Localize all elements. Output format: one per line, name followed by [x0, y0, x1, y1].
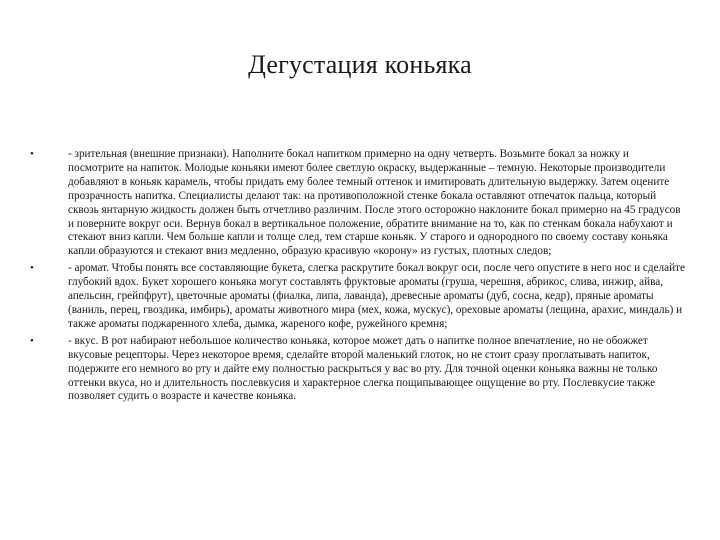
bullet-list	[30, 148, 685, 407]
bullet-text: - аромат. Чтобы понять все составляющие букета, слегка раскрутите бокал вокруг оси, после чего опустите в него нос и сделайте глубокий вдох. Букет хорошего коньяка могут составлять фруктовые ароматы (груша, черешня, абрикос, слива, инжир, айва, апельсин, грейпфрут), цветочные ароматы (фиалка, липа, лаванда), древесные ароматы (дуб, сосна, кедр), пряные ароматы (ваниль, перец, гвоздика, имбирь), ароматы животного мира (мех, кожа, мускус), ореховые ароматы (лещина, арахис, миндаль) и также ароматы поджаренного хлеба, дымка, жареного кофе, ружейного кремня;	[68, 262, 685, 330]
bullet-text: - зрительная (внешние признаки). Наполните бокал напитком примерно на одну четверть. Возьмите бокал за ножку и посмотрите на напиток. Молодые коньяки имеют более светлую окраску, выдержанные – темную. Некоторые производители добавляют в коньяк карамель, чтобы придать ему более темный оттенок и имитировать длительную выдержку. Затем оцените прозрачность напитка. Специалисты делают так: на противоположной стенке бокала оставляют отпечаток пальца, который сквозь янтарную жидкость должен быть отчетливо различим. После этого осторожно наклоните бокал примерно на 45 градусов и поверните вокруг оси. Вернув бокал в вертикальное положение, обратите внимание на то, как по стенкам бокала набухают и стекают вниз капли. Чем больше капли и толще след, тем старше коньяк. У старого и однородного по своему составу коньяка капли образуются и стекают вниз медленно, образую красивую «корону» из густых, плотных следов;	[68, 148, 681, 258]
bullet-marker: •	[30, 262, 34, 275]
bullet-text: - вкус. В рот набирают небольшое количество коньяка, которое может дать о напитке полное впечатление, но не обожжет вкусовые рецепторы. Через некоторое время, сделайте второй маленький глоток, но не стоит сразу проглатывать напиток, подержите его немного во рту и дайте ему полностью раскрыться у вас во рту. Для точной оценки коньяка важны не только оттенки вкуса, но и длительность послевкусия и характерное слегка пощипывающее ощущение во рту. Послевкусие также позволяет судить о возрасте и качестве коньяка.	[68, 334, 658, 403]
bullet-item-visual	[30, 148, 685, 259]
bullet-marker: •	[30, 148, 34, 160]
bullet-item-aroma	[30, 262, 685, 332]
bullet-marker: •	[30, 334, 34, 347]
bullet-item-taste	[30, 335, 685, 405]
slide-title: Дегустация коньяка	[248, 50, 472, 79]
